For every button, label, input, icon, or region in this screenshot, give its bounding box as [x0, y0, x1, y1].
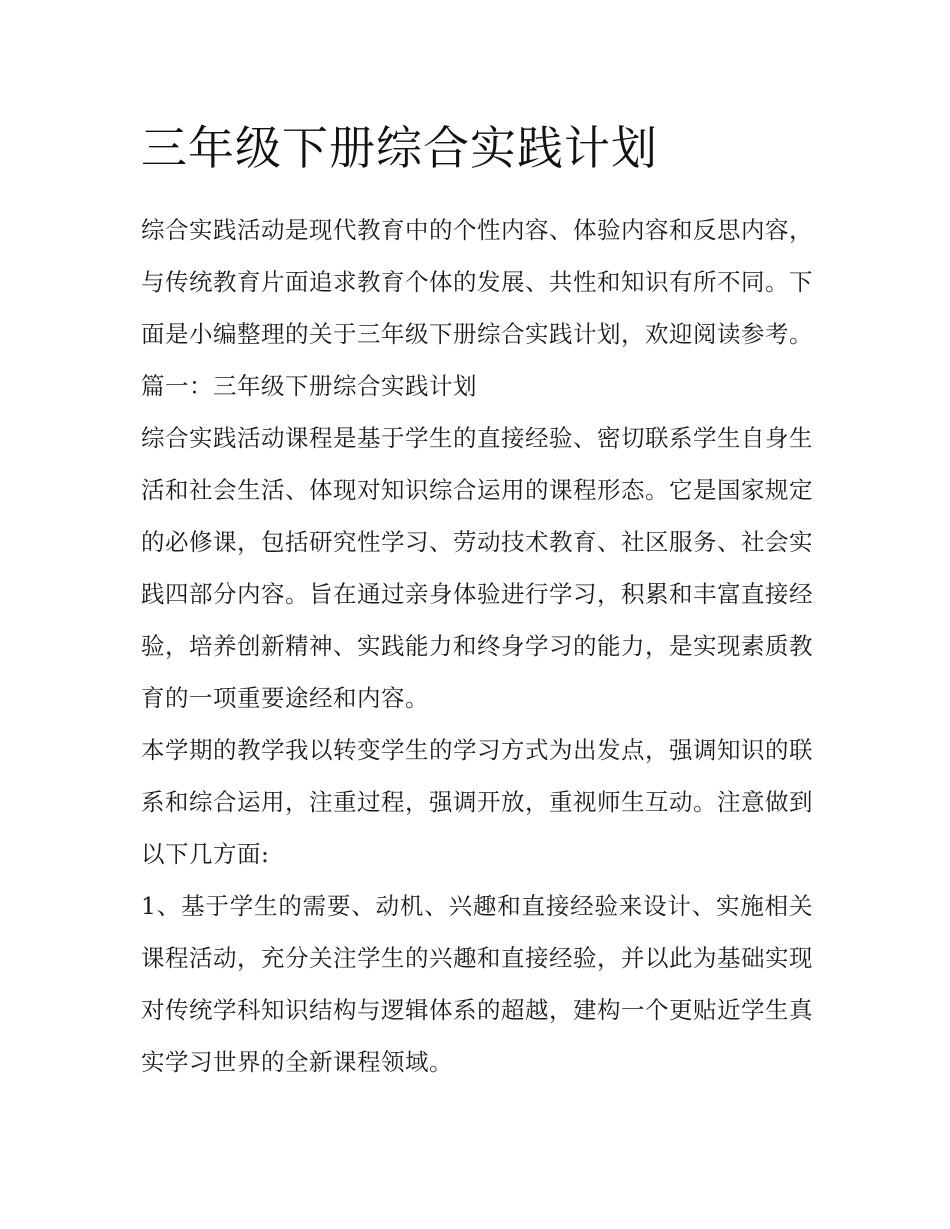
section-heading: 篇一：三年级下册综合实践计划 — [141, 372, 477, 400]
course-description-paragraph: 综合实践活动课程是基于学生的直接经验、密切联系学生自身生活和社会生活、体现对知识综合运用的课程形态。它是国家规定的必修课，包括研究性学习、劳动技术教育、社区服务、社会实践四部分内容。旨在通过亲身体验进行学习，积累和丰富直接经验，培养创新精神、实践能力和终身学习的能力，是实现素质教育的一项重要途经和内容。 — [141, 424, 813, 712]
intro-paragraph: 综合实践活动是现代教育中的个性内容、体验内容和反思内容，与传统教育片面追求教育个体的发展、共性和知识有所不同。下面是小编整理的关于三年级下册综合实践计划，欢迎阅读参考。 — [141, 216, 813, 348]
teaching-approach-paragraph: 本学期的教学我以转变学生的学习方式为出发点，强调知识的联系和综合运用，注重过程，强调开放，重视师生互动。注意做到以下几方面: — [141, 736, 813, 868]
document-title: 三年级下册综合实践计划 — [141, 121, 658, 175]
document-body — [141, 112, 813, 1088]
title-spacer — [141, 184, 813, 204]
list-item-1: 1、基于学生的需要、动机、兴趣和直接经验来设计、实施相关课程活动，充分关注学生的兴趣和直接经验，并以此为基础实现对传统学科知识结构与逻辑体系的超越，建构一个更贴近学生真实学习世界的全新课程领域。 — [141, 892, 813, 1076]
